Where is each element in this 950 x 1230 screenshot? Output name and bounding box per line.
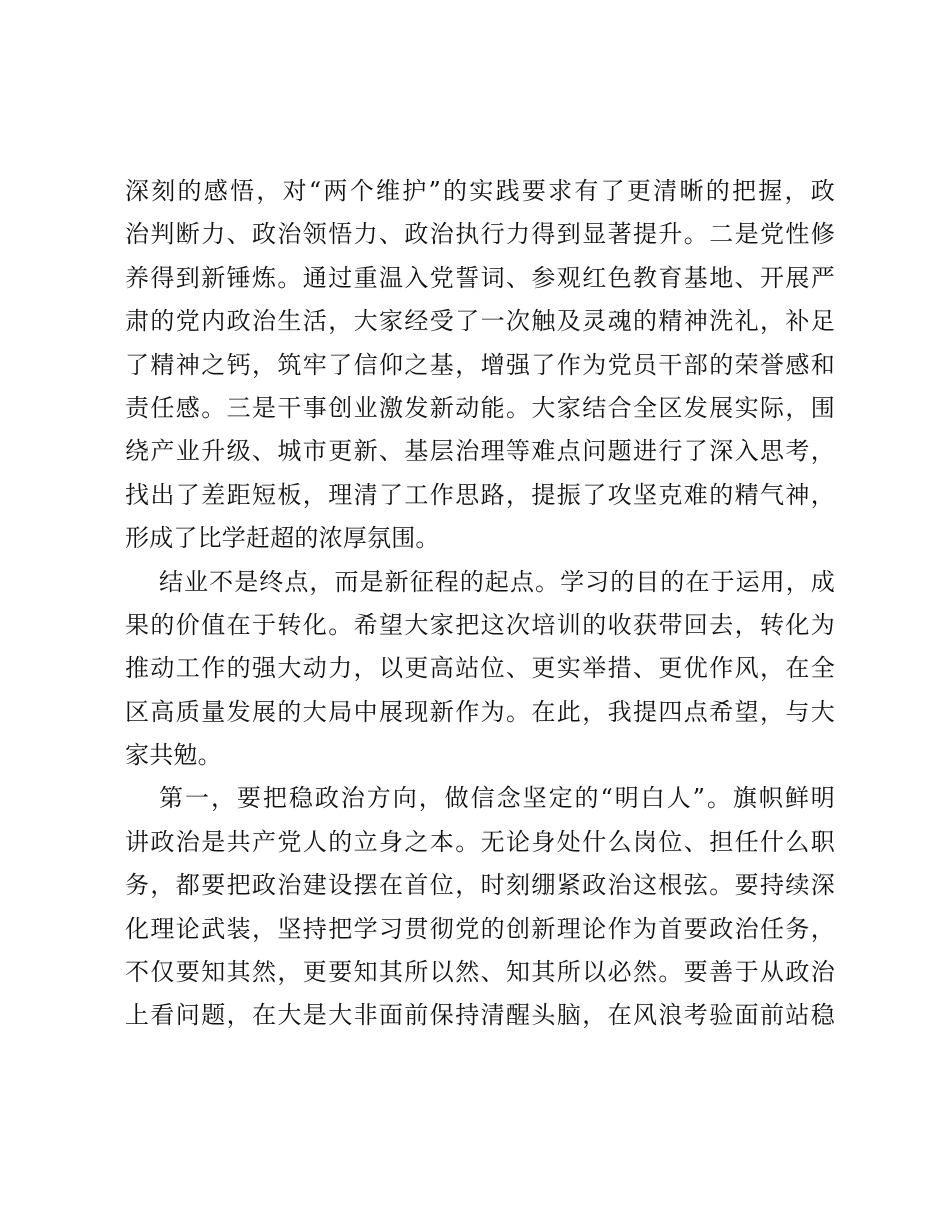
text-line: 第一，要把稳政治方向，做信念坚定的“明白人”。旗帜鲜明: [159, 784, 835, 813]
text-line: 上看问题，在大是大非面前保持清醒头脑，在风浪考验面前站稳: [125, 1001, 835, 1030]
text-line: 了精神之钙，筑牢了信仰之基，增强了作为党员干部的荣誉感和: [125, 350, 835, 379]
text-line: 务，都要把政治建设摆在首位，时刻绷紧政治这根弦。要持续深: [125, 871, 835, 900]
text-line: 肃的党内政治生活，大家经受了一次触及灵魂的精神洗礼，补足: [125, 307, 835, 336]
text-line: 果的价值在于转化。希望大家把这次培训的收获带回去，转化为: [125, 610, 835, 639]
paragraph: [125, 170, 835, 561]
text-line: 养得到新锤炼。通过重温入党誓词、参观红色教育基地、开展严: [125, 263, 835, 292]
paragraph: [125, 561, 835, 778]
paragraph: [125, 777, 835, 1037]
text-line: 找出了差距短板，理清了工作思路，提振了攻坚克难的精气神，: [125, 480, 835, 509]
document-body: [125, 170, 835, 1038]
text-line: 深刻的感悟，对“两个维护”的实践要求有了更清晰的把握，政: [125, 177, 835, 205]
text-line: 结业不是终点，而是新征程的起点。学习的目的在于运用，成: [159, 567, 835, 596]
text-line: 绕产业升级、城市更新、基层治理等难点问题进行了深入思考，: [125, 437, 835, 466]
text-line: 家共勉。: [125, 741, 222, 770]
text-line: 讲政治是共产党人的立身之本。无论身处什么岗位、担任什么职: [125, 827, 835, 856]
text-line: 责任感。三是干事创业激发新动能。大家结合全区发展实际，围: [125, 393, 835, 422]
text-line: 化理论武装，坚持把学习贯彻党的创新理论作为首要政治任务，: [125, 914, 835, 943]
text-line: 形成了比学赶超的浓厚氛围。: [125, 524, 440, 553]
text-line: 不仅要知其然，更要知其所以然、知其所以必然。要善于从政治: [125, 958, 835, 987]
text-line: 区高质量发展的大局中展现新作为。在此，我提四点希望，与大: [125, 697, 835, 726]
text-line: 推动工作的强大动力，以更高站位、更实举措、更优作风，在全: [125, 654, 835, 683]
text-line: 治判断力、政治领悟力、政治执行力得到显著提升。二是党性修: [125, 220, 835, 249]
